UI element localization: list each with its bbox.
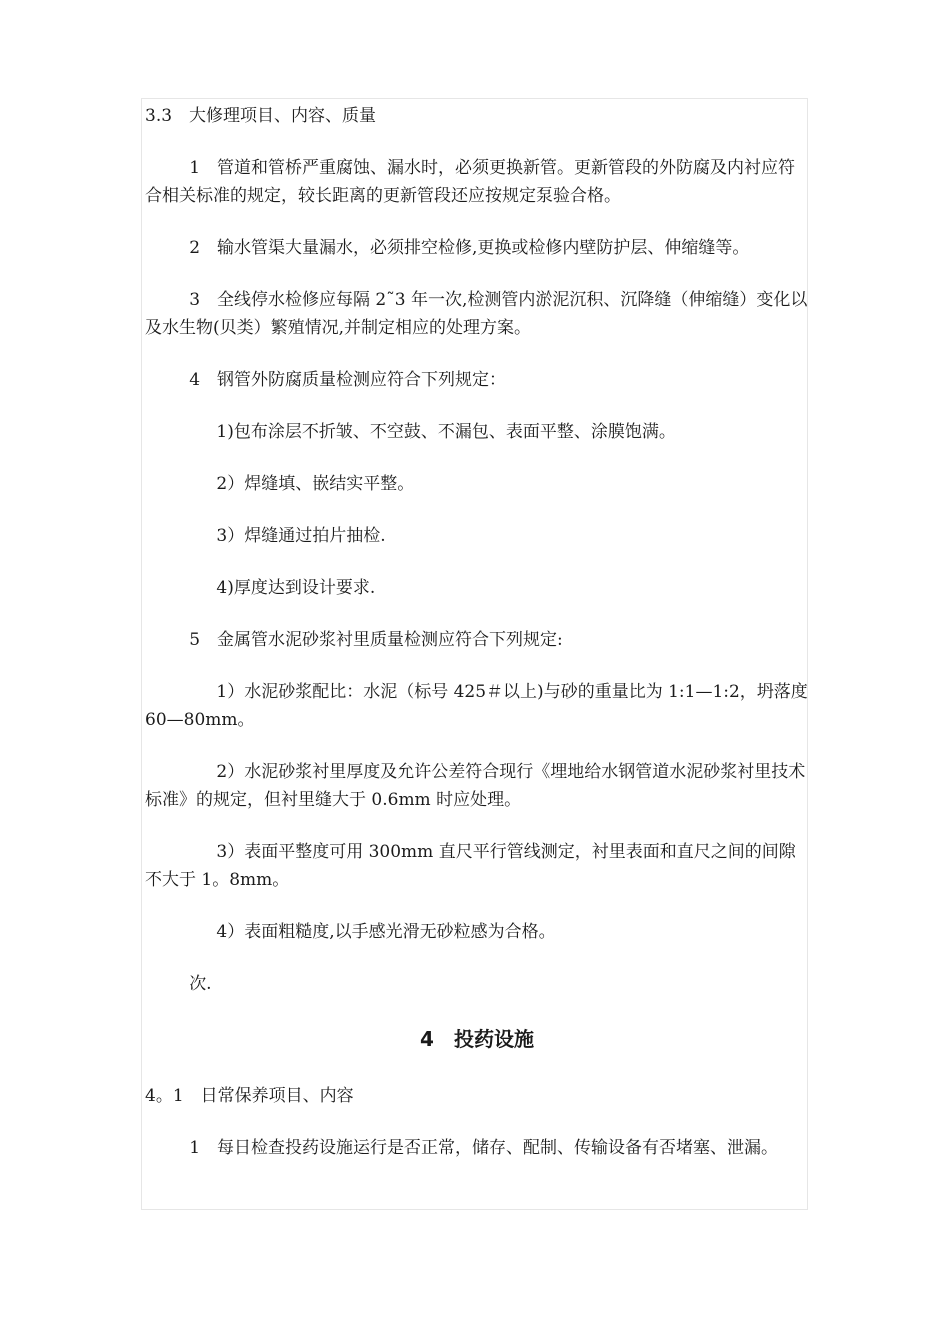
paragraph-item-4-1: 1)包布涂层不折皱、不空鼓、不漏包、表面平整、涂膜饱满。	[216, 422, 676, 442]
paragraph-fragment: 次.	[189, 974, 212, 994]
section-3-3-title: 3.3 大修理项目、内容、质量	[145, 106, 377, 126]
paragraph-item-4-3: 3）焊缝通过拍片抽检.	[216, 526, 386, 546]
paragraph-item-5-2: 2）水泥砂浆衬里厚度及允许公差符合现行《埋地给水钢管道水泥砂浆衬里技术标准》的规定，但衬里缝大于 0.6mm 时应处理。	[145, 762, 806, 810]
paragraph-4-1-item-1: 1 每日检查投药设施运行是否正常，储存、配制、传输设备有否堵塞、泄漏。	[189, 1138, 779, 1158]
paragraph-item-5-4: 4）表面粗糙度,以手感光滑无砂粒感为合格。	[216, 922, 556, 942]
paragraph-item-5: 5 金属管水泥砂浆衬里质量检测应符合下列规定:	[189, 630, 563, 650]
paragraph-item-2: 2 输水管渠大量漏水，必须排空检修,更换或检修内壁防护层、伸缩缝等。	[189, 238, 750, 258]
document-content	[145, 100, 809, 1162]
paragraph-item-5-1: 1）水泥砂浆配比：水泥（标号 425＃以上)与砂的重量比为 1:1—1:2，坍落度 60—80mm。	[145, 682, 808, 730]
paragraph-item-1: 1 管道和管桥严重腐蚀、漏水时，必须更换新管。更新管段的外防腐及内衬应符合相关标准的规定，较长距离的更新管段还应按规定泵验合格。	[145, 158, 796, 206]
paragraph-item-4: 4 钢管外防腐质量检测应符合下列规定：	[189, 370, 507, 390]
paragraph-item-3: 3 全线停水检修应每隔 2˜3 年一次,检测管内淤泥沉积、沉降缝（伸缩缝）变化以及水生物(贝类）繁殖情况,并制定相应的处理方案。	[145, 290, 808, 338]
paragraph-item-5-3: 3）表面平整度可用 300mm 直尺平行管线测定，衬里表面和直尺之间的间隙不大于 1。8mm。	[145, 842, 796, 890]
section-4-1-title: 4。1 日常保养项目、内容	[145, 1086, 354, 1106]
paragraph-item-4-2: 2）焊缝填、嵌结实平整。	[216, 474, 415, 494]
chapter-4-title: 4 投药设施	[420, 1027, 534, 1051]
paragraph-item-4-4: 4)厚度达到设计要求.	[216, 578, 376, 598]
